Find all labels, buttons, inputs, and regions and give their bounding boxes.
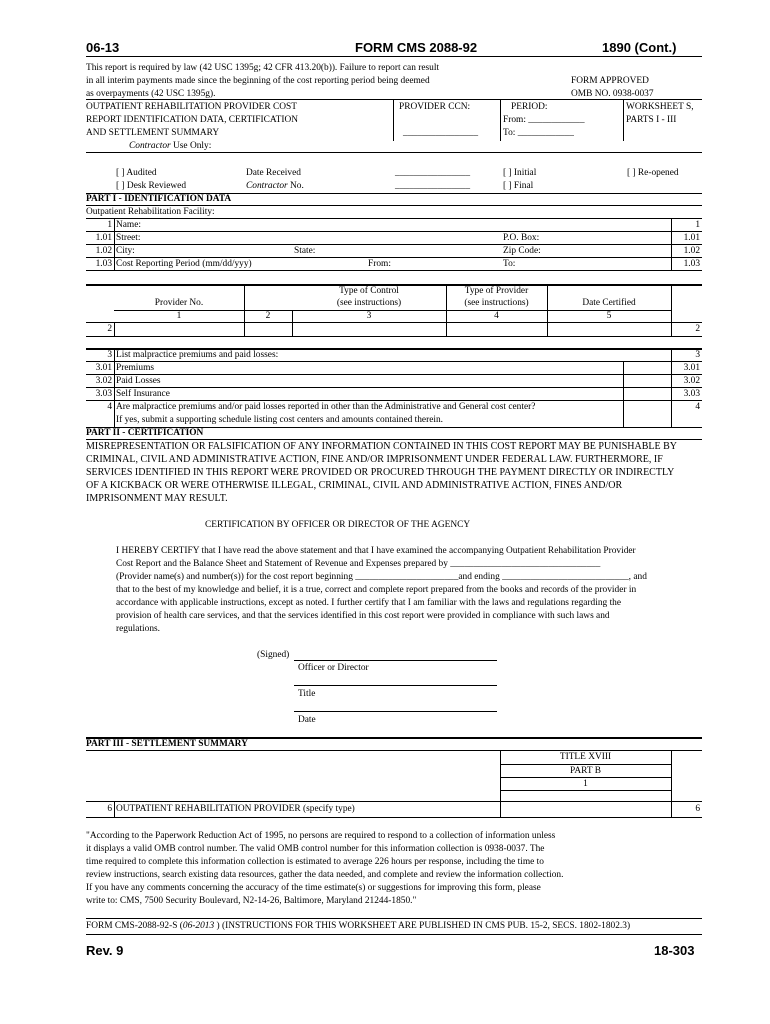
date-received-label: Date Received — [246, 168, 301, 178]
part3-title: PART III - SETTLEMENT SUMMARY — [86, 739, 248, 749]
cert-line-6: provision of health care services, and that the services identified in this cost report were provided in compliance with such laws and — [116, 611, 610, 621]
type-of-provider-header: Type of Provider — [464, 286, 529, 296]
form-approved: FORM APPROVED — [571, 76, 649, 86]
name-field[interactable]: Name: — [116, 220, 141, 230]
title-top-rule — [86, 99, 702, 100]
schedule-note: If yes, submit a supporting schedule listing cost centers and amounts contained therein. — [116, 415, 444, 425]
signature-line[interactable] — [294, 660, 497, 661]
final-checkbox[interactable]: [ ] Final — [503, 181, 534, 191]
warning-line-5: IMPRISONMENT MAY RESULT. — [86, 493, 228, 504]
title-xviii-header: TITLE XVIII — [559, 752, 612, 762]
worksheet-parts: PARTS I - III — [626, 115, 677, 125]
cert-line-5: accordance with applicable instructions, except as noted. I further certify that I am familiar with the laws and regulations regarding the — [116, 598, 622, 608]
header-left: 06-13 — [86, 40, 120, 55]
reopened-checkbox[interactable]: [ ] Re-opened — [627, 168, 679, 178]
see-instructions: (see instructions) — [336, 298, 402, 308]
warning-line-2: CRIMINAL, CIVIL AND ADMINISTRATIVE ACTION, FINE AND/OR IMPRISONMENT UNDER FEDERAL LAW. FURTHERMORE, IF — [86, 454, 663, 465]
col-num: 2 — [265, 311, 271, 321]
line-num-right: 6 — [695, 804, 700, 814]
page-number: 18-303 — [654, 943, 695, 958]
intro-line-2: in all interim payments made since the beginning of the cost reporting period being deemed — [86, 76, 430, 86]
cert-line-2: Cost Report and the Balance Sheet and Statement of Revenue and Expenses prepared by ________________________________ — [116, 559, 601, 569]
line-num: 2 — [107, 324, 112, 334]
cert-heading: CERTIFICATION BY OFFICER OR DIRECTOR OF THE AGENCY — [205, 520, 471, 530]
part-b-header: PART B — [570, 766, 601, 776]
line-num-right: 3.03 — [683, 389, 700, 399]
warning-line-4: OF A KICKBACK OR WERE OTHERWISE ILLEGAL, CRIMINAL, CIVIL AND ADMINISTRATIVE ACTION, FINES AND/OR — [86, 480, 623, 491]
col-num: 1 — [176, 311, 182, 321]
line-num: 1.01 — [95, 233, 112, 243]
cert-line-3: (Provider name(s) and number(s)) for the cost report beginning ______________________and ending ___________________________, and — [116, 572, 647, 582]
line-num: 3.03 — [95, 389, 112, 399]
paperwork-line-4: review instructions, search existing data resources, gather the data needed, and complete and review the information collection. — [86, 870, 564, 880]
warning-line-1: MISREPRESENTATION OR FALSIFICATION OF ANY INFORMATION CONTAINED IN THIS COST REPORT MAY BE PUNISHABLE BY — [86, 441, 678, 452]
footer-form-id: FORM CMS-2088-92-S (06-2013 ) (INSTRUCTIONS FOR THIS WORKSHEET ARE PUBLISHED IN CMS PUB. 15-2, SECS. 1802-1802.3) — [86, 921, 631, 931]
settlement-row-label: OUTPATIENT REHABILITATION PROVIDER (specify type) — [116, 804, 355, 814]
paperwork-line-3: time required to complete this information collection is estimated to average 226 hours per response, including the time to — [86, 857, 544, 867]
contractor-no-field[interactable]: ________________ — [395, 181, 470, 191]
col-num: 5 — [606, 311, 612, 321]
audited-checkbox[interactable]: [ ] Audited — [116, 168, 157, 178]
malpractice-label: List malpractice premiums and paid losses: — [116, 350, 279, 360]
signed-label: (Signed) — [257, 650, 290, 660]
worksheet-label: WORKSHEET S, — [626, 102, 694, 112]
paperwork-line-2: it displays a valid OMB control number. The valid OMB control number for this information collection is 0938-0037. The — [86, 844, 545, 854]
report-title-1: OUTPATIENT REHABILITATION PROVIDER COST — [86, 102, 297, 112]
date-label: Date — [298, 715, 316, 725]
header-rule — [86, 56, 702, 57]
period-label: PERIOD: — [511, 102, 548, 112]
line-num-right: 1.01 — [683, 233, 700, 243]
part1-title: PART I - IDENTIFICATION DATA — [86, 194, 232, 204]
city-field[interactable]: City: — [116, 246, 135, 256]
report-title-2: REPORT IDENTIFICATION DATA, CERTIFICATION — [86, 115, 299, 125]
date-received-field[interactable]: ________________ — [395, 168, 470, 178]
contractor-no-label: Contractor No. — [246, 181, 304, 191]
provider-ccn-field[interactable]: ________________ — [403, 128, 478, 138]
officer-label: Officer or Director — [298, 663, 369, 673]
col-num: 3 — [366, 311, 372, 321]
see-instructions: (see instructions) — [464, 298, 529, 308]
revision-label: Rev. 9 — [86, 943, 124, 958]
line-num: 3.01 — [95, 363, 112, 373]
provider-no-header: Provider No. — [154, 298, 204, 308]
initial-checkbox[interactable]: [ ] Initial — [503, 168, 537, 178]
paid-losses-label: Paid Losses — [116, 376, 161, 386]
intro-line-1: This report is required by law (42 USC 1395g; 42 CFR 413.20(b)). Failure to report can result — [86, 63, 440, 73]
line-num-right: 1.03 — [683, 259, 700, 269]
contractor-use-only: Contractor Use Only: — [129, 141, 212, 151]
line-num-right: 3 — [695, 350, 700, 360]
col-num: 1 — [583, 779, 588, 789]
omb-number: OMB NO. 0938-0037 — [571, 89, 654, 99]
date-line[interactable] — [294, 711, 497, 712]
type-of-control-header: Type of Control — [339, 286, 399, 296]
line-num: 1.03 — [95, 259, 112, 269]
line-num-right: 3.02 — [683, 376, 700, 386]
paperwork-line-6: write to: CMS, 7500 Security Boulevard, N2-14-26, Baltimore, Maryland 21244-1850." — [86, 896, 417, 906]
state-field[interactable]: State: — [294, 246, 316, 256]
desk-reviewed-checkbox[interactable]: [ ] Desk Reviewed — [116, 181, 187, 191]
line-num: 6 — [107, 804, 112, 814]
cert-line-4: that to the best of my knowledge and belief, it is a true, correct and complete report prepared from the books and records of the provider in — [116, 585, 637, 595]
intro-line-3: as overpayments (42 USC 1395g). — [86, 89, 216, 99]
col-num: 4 — [494, 311, 499, 321]
line-num-right: 4 — [695, 402, 700, 412]
po-box-field[interactable]: P.O. Box: — [503, 233, 540, 243]
line-num-right: 1.02 — [683, 246, 700, 256]
header-right: 1890 (Cont.) — [602, 40, 677, 55]
cost-period-to[interactable]: To: — [503, 259, 516, 269]
premiums-label: Premiums — [116, 363, 155, 373]
line-num: 4 — [107, 402, 112, 412]
contractor-rule — [86, 152, 702, 153]
paperwork-line-1: "According to the Paperwork Reduction Act of 1995, no persons are required to respond to a collection of information unless — [86, 831, 556, 841]
line-num-right: 3.01 — [683, 363, 700, 373]
period-to-field[interactable]: To: ____________ — [503, 128, 574, 138]
title-line[interactable] — [294, 685, 497, 686]
warning-line-3: SERVICES IDENTIFIED IN THIS REPORT WERE PROVIDED OR PROCURED THROUGH THE PAYMENT DIRECTLY OR INDIRECTLY — [86, 467, 675, 478]
provider-ccn-label: PROVIDER CCN: — [399, 102, 471, 112]
form-title: FORM CMS 2088-92 — [355, 40, 478, 55]
line-num: 3 — [107, 350, 112, 360]
cert-line-7: regulations. — [116, 624, 161, 634]
cost-period-label: Cost Reporting Period (mm/dd/yyy) — [116, 259, 252, 269]
cert-line-1: I HEREBY CERTIFY that I have read the above statement and that I have examined the accompanying Outpatient Rehabilitation Provider — [116, 546, 636, 556]
street-field[interactable]: Street: — [116, 233, 141, 243]
part2-title: PART II - CERTIFICATION — [86, 428, 204, 438]
self-insurance-label: Self Insurance — [116, 389, 170, 399]
period-from-field[interactable]: From: ____________ — [503, 115, 585, 125]
title-label: Title — [298, 689, 316, 699]
line-num-right: 1 — [695, 220, 700, 230]
paperwork-line-5: If you have any comments concerning the accuracy of the time estimate(s) or suggestions for improving this form, please — [86, 883, 541, 893]
line-num: 3.02 — [95, 376, 112, 386]
cost-period-from[interactable]: From: — [368, 259, 391, 269]
zip-field[interactable]: Zip Code: — [503, 246, 541, 256]
line-num-right: 2 — [695, 324, 700, 334]
report-title-3: AND SETTLEMENT SUMMARY — [86, 128, 220, 138]
line-num: 1.02 — [95, 246, 112, 256]
date-certified-header: Date Certified — [582, 298, 636, 308]
line-num: 1 — [107, 220, 112, 230]
malpractice-question: Are malpractice premiums and/or paid losses reported in other than the Administrative and General cost center? — [116, 402, 536, 412]
facility-label: Outpatient Rehabilitation Facility: — [86, 207, 215, 217]
